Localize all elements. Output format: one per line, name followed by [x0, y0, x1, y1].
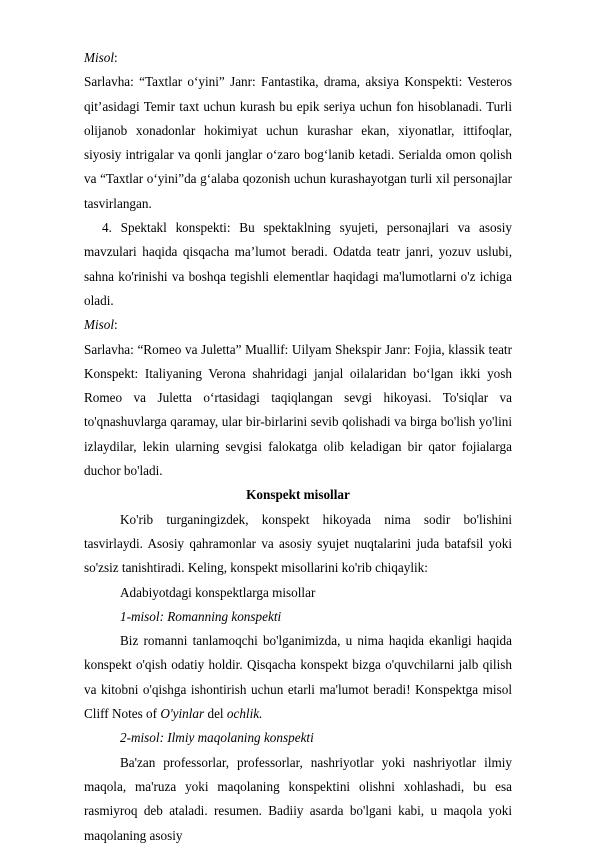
example-1-title-text: 1-misol: Romanning konspekti	[120, 608, 282, 624]
example-label-text: Misol	[84, 50, 115, 65]
example-label-colon: :	[114, 317, 118, 333]
example-2-title	[84, 726, 512, 750]
example-label-2	[84, 313, 512, 337]
paragraph-intro: Ko'rib turganingizdek, konspekt hikoyada nima sodir bo'lishini tasvirlaydi. Asosiy qahramonlar va asosiy syujet nuqtalarini juda batafsil yoki so'zsiz tanishtiradi. Keling, konspekt misollarini ko'rib chiqaylik:	[84, 511, 512, 576]
paragraph-game-of-thrones: Sarlavha: “Taxtlar o‘yini” Janr: Fantastika, drama, aksiya Konspekti: Vesteros qit’asidagi Temir taxt uchun kurash bu epik seriya uchun fon hisoblanadi. Turli olijanob xonadonlar hokimiyat uchun kurashar ekan, xiyonatlar, ittifoqlar, siyosiy intrigalar va qonli janglar o‘zaro bog‘lanib ketadi. Serialda omon qolish va “Taxtlar o‘yini”da g‘alaba qozonish uchun kurashayotgan turli xil personajlar tasvirlangan.	[84, 74, 512, 211]
paragraph-scientific-article: Ba'zan professorlar, professorlar, nashriyotlar yoki nashriyotlar ilmiy maqola, ma'ruza yoki maqolaning konspektini olishni xohlashadi, bu esa rasmiyroq deb ataladi. resumen. Badiiy asarda bo'lgani kabi, u maqola yoki maqolaning asosiy	[84, 754, 512, 843]
paragraph-novel-connector: del	[204, 706, 227, 722]
book-title-italic-2: ochlik.	[226, 706, 263, 722]
paragraph-romeo-juliet: Sarlavha: “Romeo va Juletta” Muallif: Uilyam Shekspir Janr: Fojia, klassik teatr Konspekt: Italiyaning Verona shahridagi janjal oilalaridan bo‘lgan ikki yosh Romeo va Juletta o‘rtasidagi taqiqlangan sevgi hikoyasi. To'siqlar va to'qnashuvlarga qaramay, ular bir-birlarini sevib qolishadi va birga bo'lish yo'lini izlaydilar, lekin ularning sevgisi falokatga olib keladigan bir qator fojialarga duchor bo'ladi.	[84, 341, 512, 479]
example-1-title	[84, 605, 512, 629]
example-label-text: Misol	[84, 317, 115, 333]
document-page	[84, 46, 512, 848]
book-title-italic: O'yinlar	[160, 706, 205, 722]
example-label-1	[84, 46, 512, 70]
example-2-title-text: 2-misol: Ilmiy maqolaning konspekti	[120, 730, 314, 746]
paragraph-novel-synopsis	[84, 629, 512, 726]
paragraph-literature-examples: Adabiyotdagi konspektlarga misollar	[120, 584, 316, 600]
example-label-colon: :	[114, 50, 118, 65]
paragraph-novel-text: Biz romanni tanlamoqchi bo'lganimizda, u nima haqida ekanligi haqida konspekt o'qish odatiy holdir. Qisqacha konspekt bizga o'quvchilarni jalb qilish va kitobni o'qishga ishontirish uchun etarli ma'lumot beradi! Konspektga misol Cliff Notes of	[84, 633, 512, 722]
list-item-play-synopsis: 4. Spektakl konspekti: Bu spektaklning syujeti, personajlari va asosiy mavzulari haqida qisqacha ma’lumot beradi. Odatda teatr janri, yozuv uslubi, sahna ko'rinishi va boshqa tegishli elementlar haqidagi ma'lumotlarni o'z ichiga oladi.	[84, 220, 512, 308]
section-heading: Konspekt misollar	[246, 487, 350, 503]
